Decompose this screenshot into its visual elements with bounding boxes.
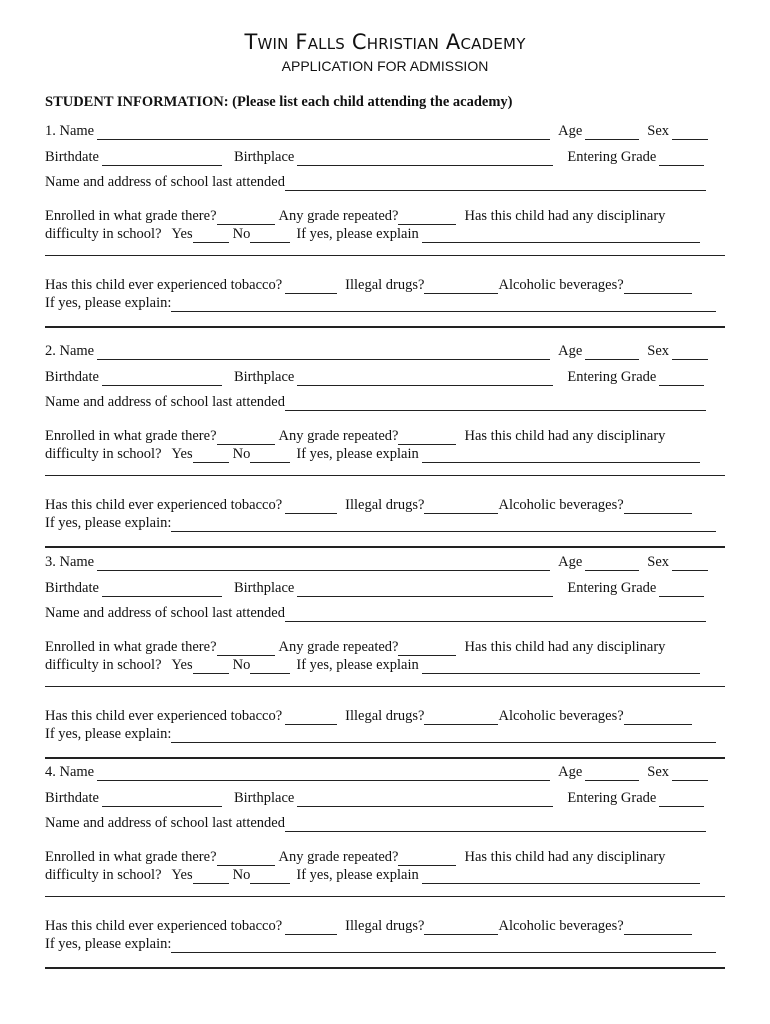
birthplace-label: Birthplace <box>233 149 295 165</box>
birthdate-label: Birthdate <box>45 790 99 806</box>
explain-continuation-line[interactable] <box>45 896 725 897</box>
enrolled-row <box>45 638 665 656</box>
birthdate-field[interactable] <box>102 152 222 166</box>
name-field[interactable] <box>97 346 550 360</box>
substance-explain-row <box>45 294 716 312</box>
age-label: Age <box>558 764 583 780</box>
alcohol-label: Alcoholic beverages? <box>498 708 624 724</box>
school-label: Name and address of school last attended <box>45 815 285 831</box>
sex-field[interactable] <box>672 767 708 781</box>
tobacco-label: Has this child ever experienced tobacco? <box>45 277 283 293</box>
birthdate-label: Birthdate <box>45 369 99 385</box>
explain-label: If yes, please explain: <box>45 726 172 742</box>
student-block-2 <box>45 342 725 552</box>
age-field[interactable] <box>585 126 639 140</box>
sex-label: Sex <box>647 554 670 570</box>
substance-row <box>45 707 692 725</box>
explain-inline-field[interactable] <box>422 229 700 243</box>
explain-label: If yes, please explain: <box>45 936 172 952</box>
explain-field[interactable] <box>171 729 716 743</box>
grade-repeated-field[interactable] <box>398 431 456 445</box>
name-field[interactable] <box>97 126 550 140</box>
explain-continuation-line[interactable] <box>45 255 725 256</box>
tobacco-field[interactable] <box>285 500 337 514</box>
school-row <box>45 814 706 832</box>
birth-row <box>45 148 704 166</box>
enrolled-grade-label: Enrolled in what grade there? <box>45 639 217 655</box>
alcohol-field[interactable] <box>624 500 692 514</box>
explain-field[interactable] <box>171 939 716 953</box>
explain-inline-label: If yes, please explain <box>296 226 419 242</box>
difficulty-row <box>45 225 700 243</box>
birth-row <box>45 368 704 386</box>
explain-continuation-line[interactable] <box>45 475 725 476</box>
school-row <box>45 173 706 191</box>
illegal-drugs-label: Illegal drugs? <box>345 708 425 724</box>
grade-repeated-label: Any grade repeated? <box>278 208 399 224</box>
yes-field[interactable] <box>193 660 229 674</box>
section-separator <box>45 967 725 969</box>
tobacco-label: Has this child ever experienced tobacco? <box>45 497 283 513</box>
substance-explain-row <box>45 514 716 532</box>
enrolled-grade-label: Enrolled in what grade there? <box>45 208 217 224</box>
alcohol-label: Alcoholic beverages? <box>498 918 624 934</box>
school-row <box>45 393 706 411</box>
form-subtitle: APPLICATION FOR ADMISSION <box>281 58 489 74</box>
entering-grade-field[interactable] <box>659 152 704 166</box>
difficulty-label: difficulty in school? <box>45 657 162 673</box>
section-separator <box>45 757 725 759</box>
birthplace-label: Birthplace <box>233 790 295 806</box>
disciplinary-label: Has this child had any disciplinary <box>464 428 666 444</box>
name-field[interactable] <box>97 557 550 571</box>
entering-grade-field[interactable] <box>659 583 704 597</box>
yes-label: Yes <box>171 446 193 462</box>
difficulty-label: difficulty in school? <box>45 446 162 462</box>
alcohol-label: Alcoholic beverages? <box>498 497 624 513</box>
entering-grade-field[interactable] <box>659 372 704 386</box>
no-field[interactable] <box>250 229 290 243</box>
name-label: 1. Name <box>45 123 95 139</box>
entering-grade-label: Entering Grade <box>567 790 657 806</box>
explain-inline-field[interactable] <box>422 660 700 674</box>
school-field[interactable] <box>285 818 706 832</box>
explain-inline-label: If yes, please explain <box>296 867 419 883</box>
no-field[interactable] <box>250 870 290 884</box>
explain-inline-label: If yes, please explain <box>296 446 419 462</box>
substance-row <box>45 276 692 294</box>
no-label: No <box>232 657 251 673</box>
yes-field[interactable] <box>193 449 229 463</box>
explain-continuation-line[interactable] <box>45 686 725 687</box>
birthplace-field[interactable] <box>297 583 553 597</box>
tobacco-field[interactable] <box>285 280 337 294</box>
illegal-drugs-label: Illegal drugs? <box>345 918 425 934</box>
birthplace-field[interactable] <box>297 152 553 166</box>
difficulty-row <box>45 445 700 463</box>
age-label: Age <box>558 343 583 359</box>
explain-inline-field[interactable] <box>422 449 700 463</box>
alcohol-field[interactable] <box>624 280 692 294</box>
yes-label: Yes <box>171 867 193 883</box>
yes-field[interactable] <box>193 229 229 243</box>
name-field[interactable] <box>97 767 550 781</box>
entering-grade-field[interactable] <box>659 793 704 807</box>
no-field[interactable] <box>250 660 290 674</box>
birthplace-label: Birthplace <box>233 369 295 385</box>
age-label: Age <box>558 123 583 139</box>
illegal-drugs-label: Illegal drugs? <box>345 497 425 513</box>
name-row <box>45 553 708 571</box>
explain-field[interactable] <box>171 518 716 532</box>
tobacco-label: Has this child ever experienced tobacco? <box>45 918 283 934</box>
section-separator <box>45 546 725 548</box>
substance-explain-row <box>45 725 716 743</box>
grade-repeated-field[interactable] <box>398 211 456 225</box>
name-row <box>45 122 708 140</box>
no-label: No <box>232 867 251 883</box>
substance-row <box>45 496 692 514</box>
explain-inline-field[interactable] <box>422 870 700 884</box>
disciplinary-label: Has this child had any disciplinary <box>464 208 666 224</box>
grade-repeated-label: Any grade repeated? <box>278 849 399 865</box>
explain-field[interactable] <box>171 298 716 312</box>
section-separator <box>45 326 725 328</box>
school-field[interactable] <box>285 177 706 191</box>
birthdate-field[interactable] <box>102 583 222 597</box>
enrolled-row <box>45 427 665 445</box>
entering-grade-label: Entering Grade <box>567 369 657 385</box>
disciplinary-label: Has this child had any disciplinary <box>464 849 666 865</box>
name-label: 3. Name <box>45 554 95 570</box>
sex-label: Sex <box>647 343 670 359</box>
sex-field[interactable] <box>672 126 708 140</box>
disciplinary-label: Has this child had any disciplinary <box>464 639 666 655</box>
name-row <box>45 763 708 781</box>
grade-repeated-field[interactable] <box>398 852 456 866</box>
illegal-drugs-field[interactable] <box>424 921 498 935</box>
birthdate-field[interactable] <box>102 372 222 386</box>
explain-inline-label: If yes, please explain <box>296 657 419 673</box>
enrolled-grade-field[interactable] <box>217 431 275 445</box>
birth-row <box>45 579 704 597</box>
enrolled-grade-label: Enrolled in what grade there? <box>45 428 217 444</box>
yes-label: Yes <box>171 226 193 242</box>
enrolled-grade-label: Enrolled in what grade there? <box>45 849 217 865</box>
student-block-4 <box>45 763 725 973</box>
alcohol-field[interactable] <box>624 711 692 725</box>
illegal-drugs-field[interactable] <box>424 500 498 514</box>
birthdate-label: Birthdate <box>45 149 99 165</box>
enrolled-grade-field[interactable] <box>217 642 275 656</box>
grade-repeated-label: Any grade repeated? <box>278 639 399 655</box>
entering-grade-label: Entering Grade <box>567 580 657 596</box>
yes-label: Yes <box>171 657 193 673</box>
birthplace-label: Birthplace <box>233 580 295 596</box>
birthplace-field[interactable] <box>297 793 553 807</box>
yes-field[interactable] <box>193 870 229 884</box>
form-title: Twin Falls Christian Academy <box>244 30 526 54</box>
enrolled-grade-field[interactable] <box>217 852 275 866</box>
name-label: 4. Name <box>45 764 95 780</box>
sex-field[interactable] <box>672 346 708 360</box>
school-field[interactable] <box>285 397 706 411</box>
no-label: No <box>232 446 251 462</box>
difficulty-row <box>45 656 700 674</box>
alcohol-label: Alcoholic beverages? <box>498 277 624 293</box>
sex-field[interactable] <box>672 557 708 571</box>
grade-repeated-field[interactable] <box>398 642 456 656</box>
student-block-1 <box>45 122 725 332</box>
difficulty-label: difficulty in school? <box>45 867 162 883</box>
school-row <box>45 604 706 622</box>
no-field[interactable] <box>250 449 290 463</box>
sex-label: Sex <box>647 123 670 139</box>
birthplace-field[interactable] <box>297 372 553 386</box>
tobacco-label: Has this child ever experienced tobacco? <box>45 708 283 724</box>
grade-repeated-label: Any grade repeated? <box>278 428 399 444</box>
name-label: 2. Name <box>45 343 95 359</box>
enrolled-row <box>45 848 665 866</box>
no-label: No <box>232 226 251 242</box>
age-field[interactable] <box>585 557 639 571</box>
age-field[interactable] <box>585 346 639 360</box>
substance-explain-row <box>45 935 716 953</box>
tobacco-field[interactable] <box>285 921 337 935</box>
illegal-drugs-field[interactable] <box>424 280 498 294</box>
school-label: Name and address of school last attended <box>45 605 285 621</box>
illegal-drugs-field[interactable] <box>424 711 498 725</box>
tobacco-field[interactable] <box>285 711 337 725</box>
enrolled-grade-field[interactable] <box>217 211 275 225</box>
illegal-drugs-label: Illegal drugs? <box>345 277 425 293</box>
entering-grade-label: Entering Grade <box>567 149 657 165</box>
difficulty-label: difficulty in school? <box>45 226 162 242</box>
age-field[interactable] <box>585 767 639 781</box>
age-label: Age <box>558 554 583 570</box>
explain-label: If yes, please explain: <box>45 295 172 311</box>
school-label: Name and address of school last attended <box>45 394 285 410</box>
birthdate-field[interactable] <box>102 793 222 807</box>
substance-row <box>45 917 692 935</box>
birthdate-label: Birthdate <box>45 580 99 596</box>
enrolled-row <box>45 207 665 225</box>
school-field[interactable] <box>285 608 706 622</box>
difficulty-row <box>45 866 700 884</box>
student-block-3 <box>45 553 725 763</box>
alcohol-field[interactable] <box>624 921 692 935</box>
explain-label: If yes, please explain: <box>45 515 172 531</box>
sex-label: Sex <box>647 764 670 780</box>
school-label: Name and address of school last attended <box>45 174 285 190</box>
section-heading: STUDENT INFORMATION: (Please list each child attending the academy) <box>45 94 513 110</box>
name-row <box>45 342 708 360</box>
birth-row <box>45 789 704 807</box>
